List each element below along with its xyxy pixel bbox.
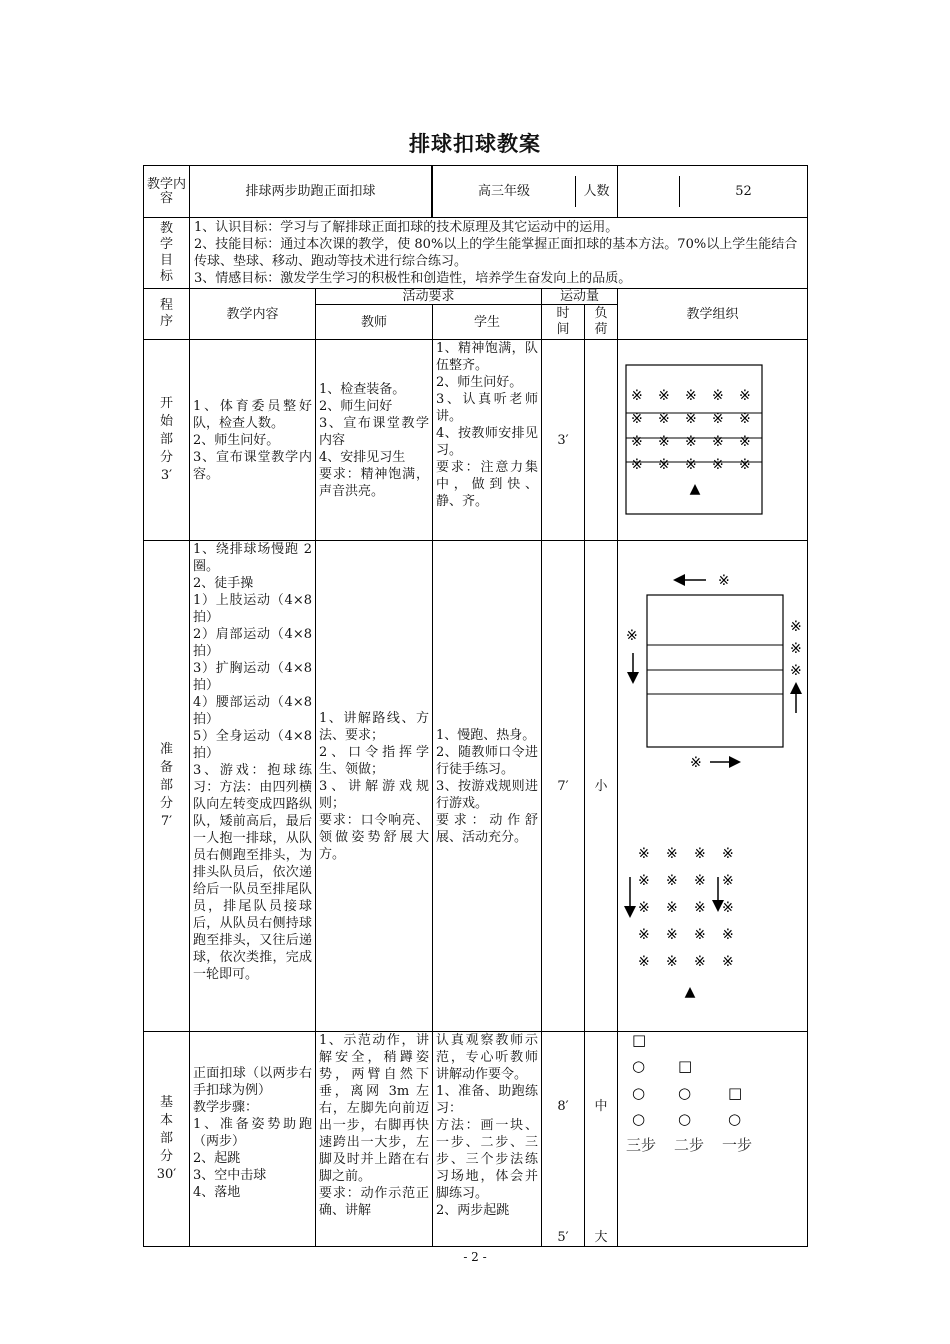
prep-section-row [144,541,808,1032]
intensity-header: 负 荷 [585,305,618,340]
step-marker-circle: ○ [728,1110,742,1128]
prep-svg [618,541,807,1031]
start-content: 1、体育委员整好队，检查人数。 2、师生问好。 3、宣布课堂教学内容。 [190,340,316,541]
basic-time-2: 5′ [557,1230,569,1245]
student-marker: ※ [739,457,751,473]
student-marker: ※ [658,434,670,450]
goals-label: 教 学 目 标 [144,218,190,289]
student-marker: ※ [631,434,643,450]
student-marker: ※ [712,411,724,427]
student-marker: ※ [685,388,697,404]
runner-marker: ※ [718,573,730,589]
lesson-plan-table [143,165,808,1247]
student-marker: ※ [694,900,706,916]
student-marker: ※ [638,846,650,862]
activity-header: 活动要求 [316,289,542,305]
step-marker-circle: ○ [632,1110,646,1128]
student-marker: ※ [722,954,734,970]
student-marker: ※ [666,954,678,970]
start-formation-diagram [618,340,808,541]
prep-intensity: 小 [585,541,618,1032]
level-value: 高三年级 [433,176,576,207]
start-teacher: 1、检查装备。 2、师生问好 3、宣布课堂教学内容 4、安排见习生 要求：精神饱满，声音洪亮。 [316,340,433,541]
student-header: 学生 [433,305,542,340]
student-marker: ※ [722,927,734,943]
start-intensity [585,340,618,541]
student-marker: ※ [685,434,697,450]
student-marker: ※ [694,846,706,862]
student-marker: ※ [638,927,650,943]
content-header: 教学内容 [190,289,316,340]
teacher-marker: ▲ [684,984,696,1000]
student-marker: ※ [631,411,643,427]
teacher-header: 教师 [316,305,433,340]
student-marker: ※ [666,846,678,862]
basic-time-1: 8′ [557,1099,569,1114]
student-marker: ※ [666,900,678,916]
formation-svg [618,340,807,540]
student-marker: ※ [631,457,643,473]
prep-content: 1、绕排球场慢跑 2 圈。 2、徒手操 1）上肢运动（4×8 拍） 2）肩部运动（4×8 拍） 3）扩胸运动（4×8 拍） 4）腰部运动（4×8 拍） 5）全身运动（4×8 拍） 3、游戏：抱球练习：方法：由四列横队向左转变成四路纵队，矮前高后，最后一人抱一排球，从队员右侧跑至排头，为排头队员后，依次递给后一队员至排尾队员，排尾队员接球后，从队员右侧持球跑至排头，又往后递球，依次类推，完成一轮即可。 [190,541,316,1032]
count-value: 52 [735,184,752,199]
step-marker-circle: ○ [678,1110,692,1128]
student-marker: ※ [739,434,751,450]
header-row [144,166,808,218]
basic-intensity-1: 中 [594,1099,608,1114]
runner-marker: ※ [790,619,802,635]
teacher-marker: ▲ [689,481,701,497]
basic-content: 正面扣球（以两步右手扣球为例） 教学步骤： 1、准备姿势助跑（两步） 2、起跳 3、空中击球 4、落地 [190,1032,316,1247]
student-marker: ※ [722,873,734,889]
goal-item: 2、技能目标：通过本次课的教学，使 80%以上的学生能掌握正面扣球的基本方法。70%以上学生能结合传球、垫球、移动、跑动等技术进行综合练习。 [194,237,798,269]
student-marker: ※ [638,873,650,889]
content-value: 排球两步助跑正面扣球 [190,166,432,217]
student-marker: ※ [658,411,670,427]
page-title: 排球扣球教案 [409,132,541,156]
prep-teacher: 1、讲解路线、方法、要求； 2、口令指挥学生、领做； 3、讲解游戏规则； 要求：口令响亮、领做姿势舒展大方。 [316,541,433,1032]
student-marker: ※ [694,873,706,889]
student-marker: ※ [638,954,650,970]
student-marker: ※ [694,954,706,970]
step-marker-circle: ○ [632,1084,646,1102]
student-marker: ※ [694,927,706,943]
basic-intensity-2: 大 [594,1230,608,1245]
prep-formation-diagram [618,541,808,1032]
count-label: 人数 [583,184,610,199]
student-marker: ※ [722,900,734,916]
step-diagram [618,1032,808,1247]
student-marker: ※ [666,873,678,889]
column-header-row [144,289,808,305]
step-label: 一步 [722,1136,753,1154]
student-marker: ※ [658,388,670,404]
step-marker-square: □ [678,1057,693,1075]
student-marker: ※ [666,927,678,943]
start-phase-label: 开 始 部 分 3′ [144,340,190,541]
start-time: 3′ [542,340,585,541]
page-number: - 2 - [463,1250,487,1264]
student-marker: ※ [712,434,724,450]
runner-marker: ※ [626,628,638,644]
organization-header: 教学组织 [618,289,808,340]
runner-marker: ※ [690,755,702,771]
step-marker-circle: ○ [632,1057,646,1075]
basic-student: 认真观察教师示范，专心听教师讲解动作要令。 1、准备、助跑练习： 方法：画一块、一步、二步、三步、三个步法练习场地，体会并脚练习。 2、两步起跳 [433,1032,542,1247]
start-section-row [144,340,808,541]
basic-section-row [144,1032,808,1247]
step-marker-circle: ○ [678,1084,692,1102]
student-marker: ※ [739,388,751,404]
prep-student: 1、慢跑、热身。 2、随教师口令进行徒手练习。 3、按游戏规则进行游戏。 要求：动作舒展、活动充分。 [433,541,542,1032]
step-marker-square: □ [728,1084,743,1102]
time-header: 时 间 [542,305,585,340]
goals-row [144,218,808,289]
step-label: 二步 [674,1136,705,1154]
step-marker-square: □ [632,1032,647,1049]
student-marker: ※ [685,411,697,427]
basic-teacher: 1、示范动作，讲解安全，稍蹲姿势，两臂自然下垂，离网 3m 左右，左脚先向前迈出一步，右脚再快速跨出一大步，左脚及时并上踏在右脚之前。 要求：动作示范正确、讲解 [316,1032,433,1247]
student-marker: ※ [638,900,650,916]
student-marker: ※ [712,388,724,404]
prep-time: 7′ [542,541,585,1032]
prep-phase-label: 准 备 部 分 7′ [144,541,190,1032]
goals-list [190,218,808,289]
student-marker: ※ [658,457,670,473]
procedure-header: 程 序 [144,289,190,340]
goal-item: 1、认识目标：学习与了解排球正面扣球的技术原理及其它运动中的运用。 [194,220,619,235]
load-header: 运动量 [542,289,618,305]
goal-item: 3、情感目标：激发学生学习的积极性和创造性，培养学生奋发向上的品质。 [194,271,632,286]
basic-phase-label: 基 本 部 分 30′ [144,1032,190,1247]
student-marker: ※ [722,846,734,862]
student-formation [631,388,751,473]
step-label: 三步 [626,1136,657,1154]
step-svg [618,1032,807,1246]
content-label: 教学内容 [144,166,190,218]
student-marker: ※ [739,411,751,427]
game-formation [638,846,734,970]
run-court [647,595,783,747]
student-marker: ※ [631,388,643,404]
start-student: 1、精神饱满，队伍整齐。 2、师生问好。 3、认真听老师讲。 4、按教师安排见习。 要求：注意力集中，做到快、静、齐。 [433,340,542,541]
student-marker: ※ [685,457,697,473]
runner-marker: ※ [790,641,802,657]
student-marker: ※ [712,457,724,473]
runner-marker: ※ [790,663,802,679]
